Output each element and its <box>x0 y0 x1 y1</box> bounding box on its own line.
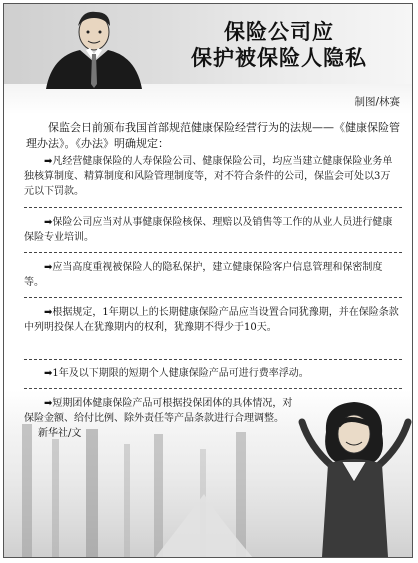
list-item-text: 凡经营健康保险的人寿保险公司、健康保险公司，均应当建立健康保险业务单独核算制度、精算制度和风险管理制度等，对不符合条件的公司，保监会可处以3万元以下罚款。 <box>24 156 393 197</box>
list-item <box>24 154 400 199</box>
list-item-text: 应当高度重视被保险人的隐私保护，建立健康保险客户信息管理和保密制度等。 <box>24 262 383 288</box>
arrow-icon: ➡ <box>44 262 53 273</box>
list-item <box>24 260 400 290</box>
list-item <box>24 366 400 381</box>
woman-illustration <box>296 392 413 557</box>
businessman-illustration <box>34 4 154 89</box>
headline <box>174 19 384 71</box>
illustration-credit: 制图/林赛 <box>354 96 400 108</box>
arrow-icon: ➡ <box>44 156 53 167</box>
list-item-text: 保险公司应当对从事健康保险核保、理赔以及销售等工作的从业人员进行健康保险专业培训。 <box>24 217 393 243</box>
list-item <box>24 305 400 335</box>
divider <box>24 252 402 253</box>
arrow-icon: ➡ <box>44 217 53 228</box>
intro-paragraph: 保监会日前颁布我国首部规范健康保险经营行为的法规——《健康保险管理办法》。《办法》明确规定： <box>26 121 400 150</box>
divider <box>24 359 402 360</box>
divider <box>24 207 402 208</box>
arrow-icon: ➡ <box>44 398 53 409</box>
headline-line-1: 保险公司应 <box>224 20 334 44</box>
arrow-icon: ➡ <box>44 368 53 379</box>
headline-line-2: 保护被保险人隐私 <box>191 46 367 70</box>
news-graphic <box>3 3 413 558</box>
list-item-text: 短期团体健康保险产品可根据投保团体的具体情况，对保险金额、给付比例、除外责任等产品条款进行合理调整。 <box>24 398 293 424</box>
divider <box>24 297 402 298</box>
arrow-icon: ➡ <box>44 307 53 318</box>
list-item-text: 根据规定，1年期以上的长期健康保险产品应当设置合同犹豫期，并在保险条款中列明投保人在犹豫期内的权利，犹豫期不得少于10天。 <box>24 307 399 333</box>
list-item <box>24 215 400 245</box>
article-source: 新华社/文 <box>38 428 82 439</box>
list-item <box>24 396 294 441</box>
list-item-text: 1年及以下期限的短期个人健康保险产品可进行费率浮动。 <box>52 368 309 379</box>
